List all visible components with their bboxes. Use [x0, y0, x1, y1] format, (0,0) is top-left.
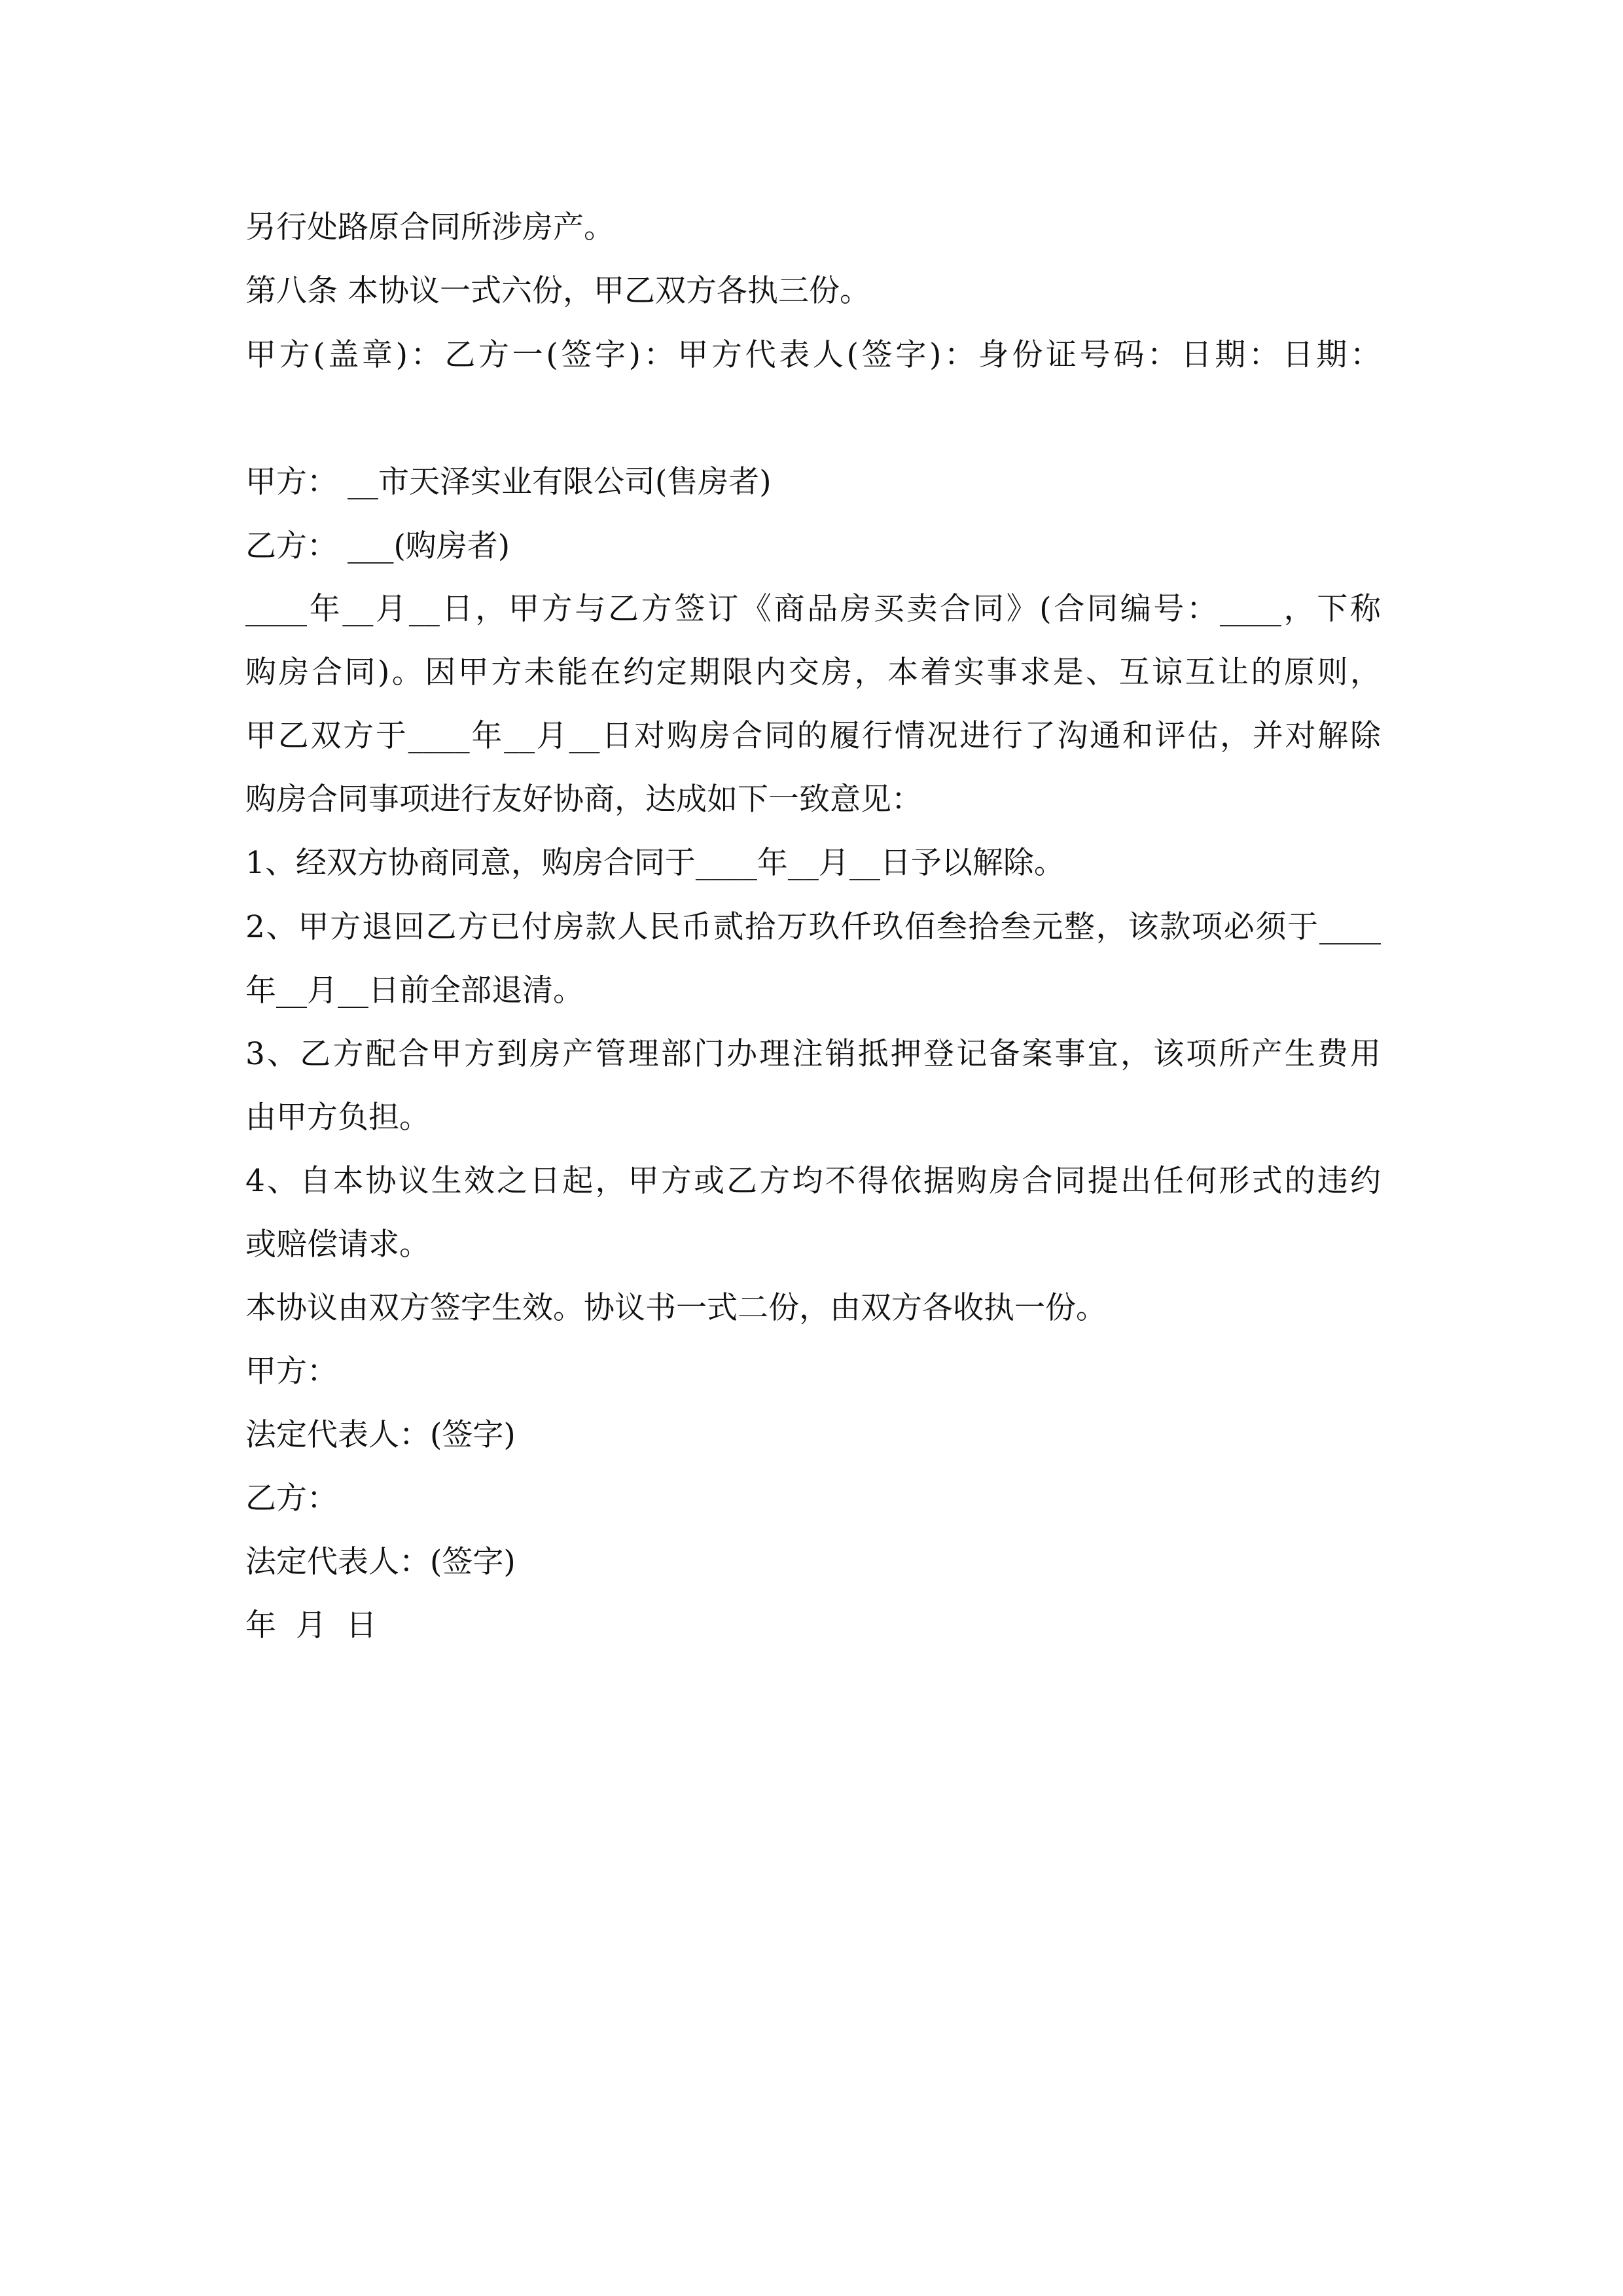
effective-statement: 本协议由双方签字生效。协议书一式二份，由双方各收执一份。: [245, 1290, 1107, 1326]
date-line: 年 月 日: [245, 1607, 377, 1643]
text-line: ____年__月__日，甲方与乙方签订《商品房买卖合同》(合同编号：____，下称: [245, 591, 1381, 627]
party-b-line: 乙方： ___(购房者): [245, 528, 510, 564]
clause-4: 4、自本协议生效之日起，甲方或乙方均不得依据购房合同提出任何形式的违约: [245, 1163, 1381, 1199]
text-line: 另行处路原合同所涉房产。: [245, 209, 615, 245]
clause-4-cont: 或赔偿请求。: [245, 1227, 430, 1263]
text-line: 甲乙双方于____年__月__日对购房合同的履行情况进行了沟通和评估，并对解除: [245, 718, 1381, 754]
signature-fields-line: 甲方(盖章)：乙方一(签字)：甲方代表人(签字)：身份证号码：日期：日期：: [245, 337, 1381, 373]
clause-3: 3、乙方配合甲方到房产管理部门办理注销抵押登记备案事宜，该项所产生费用: [245, 1036, 1381, 1072]
party-b-signature-label: 乙方：: [245, 1480, 338, 1516]
party-a-representative-label: 法定代表人：(签字): [245, 1417, 516, 1453]
text-line: 购房合同事项进行友好协商，达成如下一致意见：: [245, 781, 922, 817]
clause-2-cont: 年__月__日前全部退清。: [245, 973, 584, 1009]
article-eight: 第八条 本协议一式六份，甲乙双方各执三份。: [245, 273, 870, 309]
clause-2: 2、甲方退回乙方已付房款人民币贰拾万玖仟玖佰叁拾叁元整，该款项必须于____: [245, 909, 1381, 945]
clause-3-cont: 由甲方负担。: [245, 1100, 430, 1136]
party-a-line: 甲方： __市天泽实业有限公司(售房者): [245, 464, 772, 500]
clause-1: 1、经双方协商同意，购房合同于____年__月__日予以解除。: [245, 845, 1065, 881]
text-line: 购房合同)。因甲方未能在约定期限内交房，本着实事求是、互谅互让的原则，: [245, 655, 1381, 691]
party-b-representative-label: 法定代表人：(签字): [245, 1544, 516, 1580]
party-a-signature-label: 甲方：: [245, 1354, 338, 1390]
